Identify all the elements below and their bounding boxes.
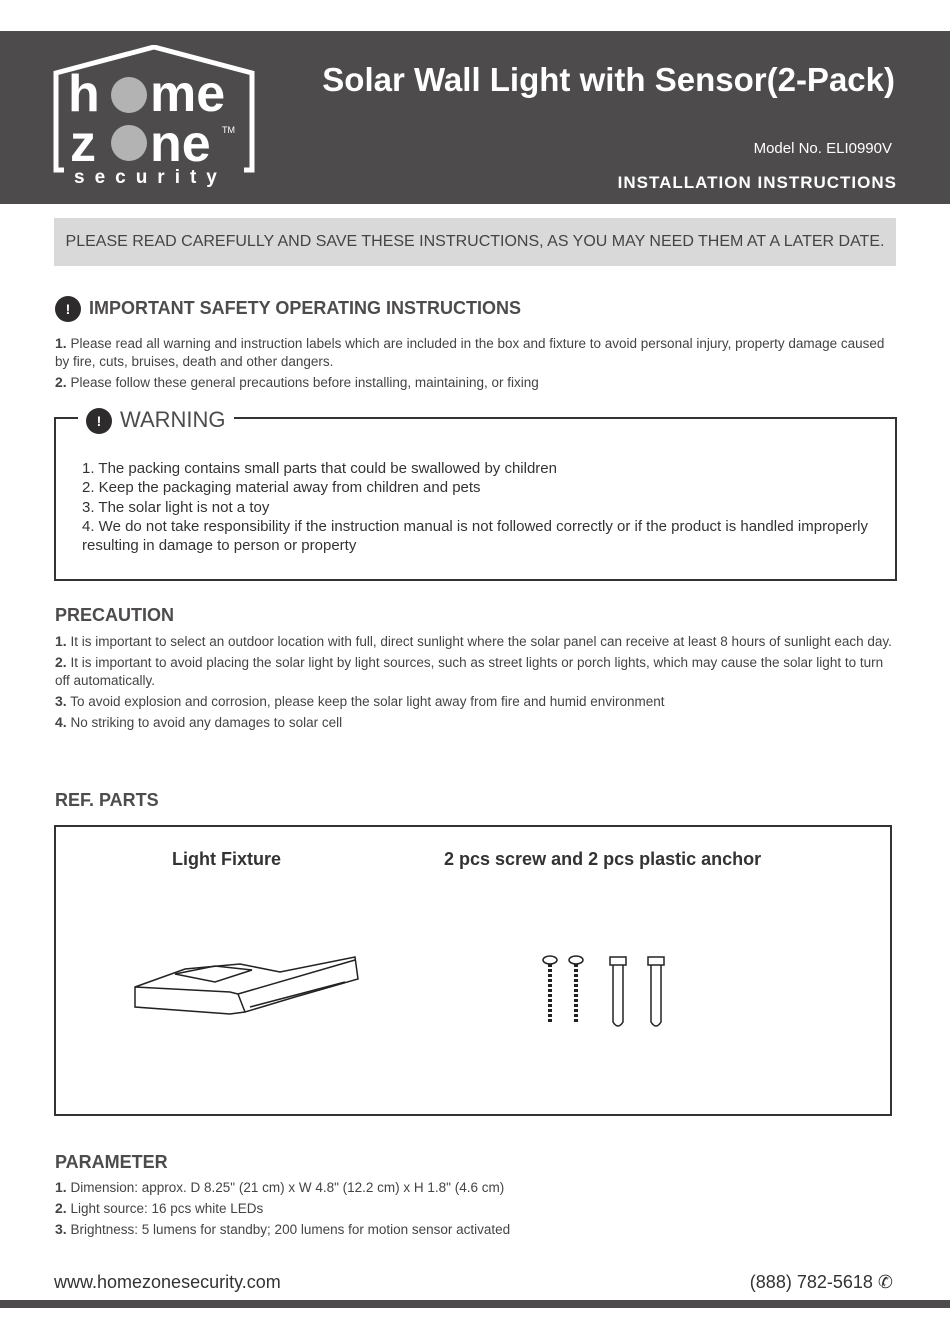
list-item: 1. Dimension: approx. D 8.25" (21 cm) x W 4.8" (12.2 cm) x H 1.8" (4.6 cm) (55, 1179, 505, 1195)
screw-icon (569, 956, 583, 1024)
hardware-label: 2 pcs screw and 2 pcs plastic anchor (444, 849, 762, 869)
warning-box (54, 407, 897, 581)
fixture-label: Light Fixture (172, 849, 281, 869)
svg-text:z: z (70, 115, 96, 173)
parts-heading: REF. PARTS (55, 790, 159, 810)
notice-banner: PLEASE READ CAREFULLY AND SAVE THESE INSTRUCTIONS, AS YOU MAY NEED THEM AT A LATER DATE. (54, 218, 896, 266)
svg-text:me: me (150, 65, 226, 123)
anchor-icon (610, 957, 626, 1026)
anchor-icon (648, 957, 664, 1026)
list-item: 1. It is important to select an outdoor location with full, direct sunlight where the solar panel can receive at least 8 hours of sunlight each day. (55, 633, 892, 649)
footer-bar (0, 1300, 950, 1308)
list-item: 4. We do not take responsibility if the instruction manual is not followed correctly or if the product is handled improperly resulting in damage to person or property (82, 517, 868, 555)
safety-list (55, 334, 897, 394)
list-item: 4. No striking to avoid any damages to solar cell (55, 714, 343, 730)
list-item: 1. Please read all warning and instruction labels which are included in the box and fixture to avoid personal injury, property damage caused by fire, cuts, bruises, death and other dangers. (55, 335, 885, 369)
light-fixture-illustration (130, 952, 360, 1022)
model-number: Model No. ELI0990V (753, 140, 892, 157)
screws-and-anchors-illustration (536, 952, 676, 1032)
exclamation-icon: ! (86, 408, 112, 434)
parts-box (54, 825, 892, 1116)
home-zone-logo (52, 45, 257, 187)
svg-text:h: h (68, 65, 100, 123)
document-title: Solar Wall Light with Sensor(2-Pack) (322, 61, 895, 98)
svg-text:security: security (74, 167, 227, 187)
exclamation-icon: ! (55, 296, 81, 322)
list-item: 2. It is important to avoid placing the solar light by light sources, such as street lights or porch lights, which may cause the solar light to turn off automatically. (55, 654, 884, 688)
list-item: 1. The packing contains small parts that could be swallowed by children (82, 460, 557, 477)
header (0, 31, 950, 204)
website-link[interactable]: www.homezonesecurity.com (54, 1272, 281, 1292)
list-item: 3. Brightness: 5 lumens for standby; 200 lumens for motion sensor activated (55, 1221, 511, 1237)
parameter-list (55, 1178, 897, 1241)
list-item: 2. Keep the packaging material away from children and pets (82, 479, 481, 497)
svg-text:ne: ne (150, 115, 211, 173)
subtitle: INSTALLATION INSTRUCTIONS (617, 173, 897, 192)
safety-title: IMPORTANT SAFETY OPERATING INSTRUCTIONS (89, 297, 522, 318)
screw-icon (543, 956, 557, 1024)
precaution-heading: PRECAUTION (55, 605, 175, 625)
precaution-list (55, 632, 897, 734)
warning-heading: ! WARNING (78, 407, 234, 434)
list-item: 3. The solar light is not a toy (82, 498, 270, 516)
parameter-heading: PARAMETER (55, 1152, 168, 1172)
phone-icon: ✆ (877, 1272, 893, 1292)
list-item: 3. To avoid explosion and corrosion, please keep the solar light away from fire and humid environment (55, 693, 665, 709)
list-item: 2. Light source: 16 pcs white LEDs (55, 1200, 264, 1216)
safety-heading (55, 296, 521, 322)
phone-number: (888) 782-5618 ✆ (749, 1272, 893, 1292)
list-item: 2. Please follow these general precautions before installing, maintaining, or fixing (55, 374, 539, 390)
svg-text:TM: TM (222, 125, 235, 135)
